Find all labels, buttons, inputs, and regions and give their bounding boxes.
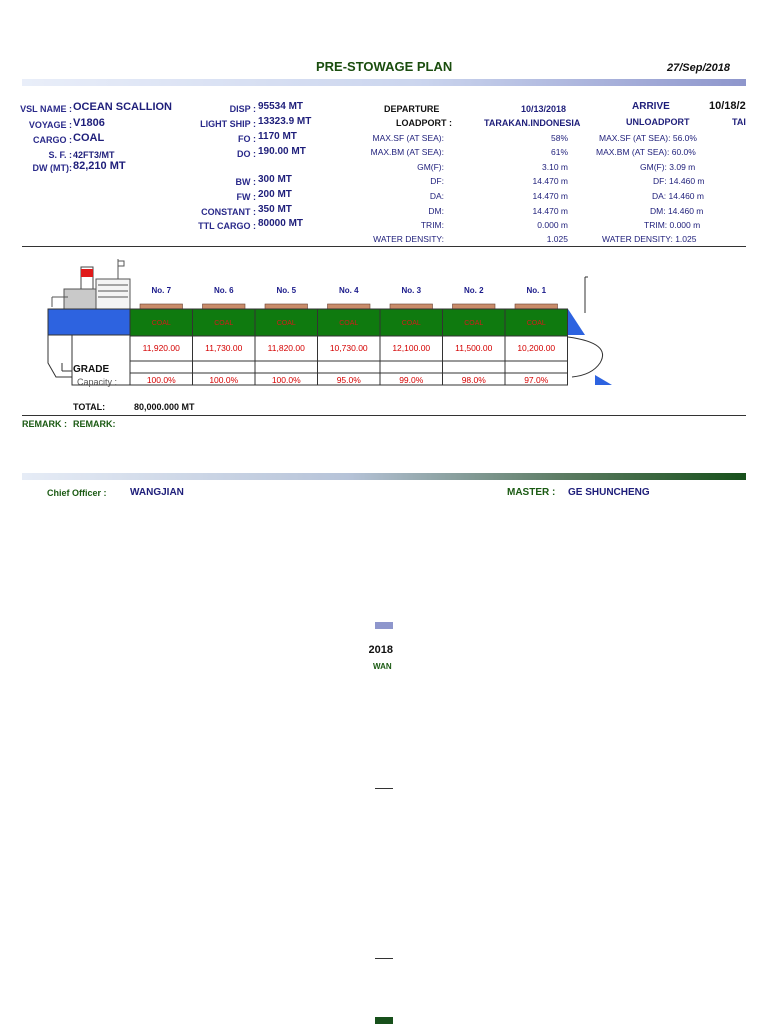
hatch-cover [265, 304, 308, 309]
hold-capacity: 97.0% [524, 375, 549, 385]
departure-row-label: DM: [428, 206, 444, 216]
hold-capacity: 100.0% [209, 375, 239, 385]
arrival-row: MAX.BM (AT SEA): 60.0% [596, 147, 696, 157]
departure-row-value: 58% [550, 133, 568, 143]
departure-row-value: 14.470 m [532, 191, 568, 201]
hold-quantity: 12,100.00 [392, 343, 431, 353]
vessel-field-value: 82,210 MT [73, 160, 126, 172]
departure-row-label: DF: [430, 176, 444, 186]
vessel-field-label: VSL NAME : [20, 104, 72, 114]
departure-row-label: MAX.SF (AT SEA): [372, 133, 444, 143]
hold-cargo: COAL [339, 320, 359, 327]
hold-quantity: 11,920.00 [142, 343, 180, 353]
stray-rule-fragment-1 [375, 788, 393, 789]
hatch-cover [203, 304, 246, 309]
hold-cargo: COAL [464, 320, 484, 327]
vessel-field-value: COAL [73, 132, 105, 144]
hold-capacity: 99.0% [399, 375, 424, 385]
hold-capacity: 100.0% [146, 375, 176, 385]
vessel-field-label: S. F. : [48, 150, 72, 160]
bow-bottom [595, 375, 612, 385]
weight-field-label: DO : [237, 149, 256, 159]
hold-grade-cell [193, 361, 256, 373]
hatch-cover [390, 304, 433, 309]
departure-row-value: 14.470 m [532, 176, 568, 186]
hold-grade-cell [255, 361, 318, 373]
hold-quantity: 10,200.00 [517, 343, 556, 353]
section-divider-remarks [22, 415, 746, 416]
vessel-field-value: OCEAN SCALLION [73, 101, 172, 113]
weight-field-label: TTL CARGO : [198, 221, 256, 231]
departure-date: 10/13/2018 [521, 104, 567, 114]
hold-name: No. 4 [338, 286, 359, 295]
weight-field-value: 300 MT [258, 174, 292, 185]
weight-field-value: 200 MT [258, 189, 292, 200]
departure-row-value: 0.000 m [537, 220, 568, 230]
weight-field-value: 13323.9 MT [258, 116, 312, 127]
bow-bulb [568, 337, 603, 377]
stray-rule-fragment-2 [375, 958, 393, 959]
hold-name: No. 1 [526, 286, 547, 295]
hold-capacity: 98.0% [461, 375, 486, 385]
hold-quantity: 10,730.00 [329, 343, 368, 353]
arrival-row: TRIM: 0.000 m [644, 220, 701, 230]
arrival-row: WATER DENSITY: 1.025 [602, 234, 697, 244]
departure-row-value: 1.025 [546, 234, 568, 244]
arrive-date: 10/18/2 [709, 100, 746, 112]
hatch-cover [140, 304, 183, 309]
vessel-field-label: CARGO : [33, 135, 72, 145]
arrival-row: DM: 14.460 m [650, 206, 704, 216]
departure-row-value: 3.10 m [542, 162, 568, 172]
stray-green-fragment [375, 1017, 393, 1024]
hold-grade-cell [380, 361, 443, 373]
unloadport-value: TAI [732, 117, 746, 127]
departure-row-label: WATER DENSITY: [373, 234, 444, 244]
hatch-cover [453, 304, 496, 309]
hold-cargo: COAL [151, 320, 171, 327]
weight-field-label: LIGHT SHIP : [200, 119, 256, 129]
stern-block [48, 309, 130, 335]
weight-field-value: 95534 MT [258, 101, 304, 112]
hold-name: No. 7 [151, 286, 172, 295]
weight-field-label: FO : [238, 134, 256, 144]
weight-field-value: 1170 MT [258, 131, 297, 142]
remark-value: REMARK: [73, 419, 116, 429]
bridge-deck [64, 289, 98, 309]
weight-field-value: 80000 MT [258, 218, 304, 229]
hatch-cover [328, 304, 371, 309]
departure-heading: DEPARTURE [384, 104, 440, 114]
hold-cargo: COAL [276, 320, 296, 327]
hold-quantity: 11,820.00 [267, 343, 305, 353]
grade-label: GRADE [73, 364, 110, 375]
hatch-cover [515, 304, 558, 309]
hold-name: No. 6 [213, 286, 234, 295]
departure-row-label: MAX.BM (AT SEA): [370, 147, 444, 157]
departure-row-label: DA: [429, 191, 444, 201]
header-divider-band [22, 79, 746, 86]
hold-quantity: 11,500.00 [455, 343, 493, 353]
weight-field-value: 190.00 MT [258, 146, 306, 157]
loadport-value: TARAKAN.INDONESIA [484, 118, 581, 128]
departure-row-value: 61% [550, 147, 568, 157]
hold-grade-cell [130, 361, 193, 373]
total-value: 80,000.000 MT [134, 402, 195, 412]
vessel-field-value: 42FT3/MT [73, 150, 115, 160]
master-label: MASTER : [507, 487, 556, 498]
funnel-band-red [81, 269, 93, 277]
weight-field-label: DISP : [229, 104, 256, 114]
hold-name: No. 2 [463, 286, 484, 295]
ship-diagram [40, 255, 620, 395]
weight-field-label: BW : [235, 177, 256, 187]
capacity-label: Capacity : [77, 377, 118, 387]
chief-officer-name: WANGJIAN [130, 487, 184, 498]
chief-officer-label: Chief Officer : [47, 488, 107, 498]
hold-name: No. 3 [401, 286, 422, 295]
vessel-field-label: DW (MT): [32, 163, 72, 173]
arrival-row: DF: 14.460 m [653, 176, 705, 186]
remark-label: REMARK : [22, 419, 67, 429]
weight-field-label: CONSTANT : [201, 207, 256, 217]
page-title: PRE-STOWAGE PLAN [316, 59, 453, 74]
arrival-row: DA: 14.460 m [652, 191, 704, 201]
hold-cargo: COAL [526, 320, 546, 327]
stray-year-fragment: 2018 [369, 644, 393, 656]
departure-row-label: GM(F): [417, 162, 444, 172]
arrival-row: MAX.SF (AT SEA): 56.0% [599, 133, 697, 143]
stray-port-fragment: WAN [373, 662, 392, 671]
unloadport-label: UNLOADPORT [626, 117, 690, 127]
hold-capacity: 95.0% [336, 375, 361, 385]
departure-row-label: TRIM: [420, 220, 444, 230]
hold-capacity: 100.0% [271, 375, 301, 385]
weight-field-label: FW : [236, 192, 256, 202]
hold-grade-cell [505, 361, 568, 373]
total-label: TOTAL: [73, 402, 106, 412]
hold-quantity: 11,730.00 [205, 343, 243, 353]
hold-grade-cell [443, 361, 506, 373]
bridge-wing [96, 279, 130, 311]
arrival-row: GM(F): 3.09 m [640, 162, 696, 172]
stray-band-fragment [375, 622, 393, 629]
hold-grade-cell [318, 361, 381, 373]
plan-date: 27/Sep/2018 [667, 62, 730, 74]
hold-name: No. 5 [276, 286, 297, 295]
weight-field-value: 350 MT [258, 204, 292, 215]
master-name: GE SHUNCHENG [568, 487, 650, 498]
vessel-field-value: V1806 [73, 117, 105, 129]
arrive-heading: ARRIVE [632, 101, 670, 112]
hold-cargo: COAL [401, 320, 421, 327]
loadport-label: LOADPORT : [396, 118, 452, 128]
bow-top [568, 309, 585, 335]
footer-divider-band [22, 473, 746, 480]
section-divider-top [22, 246, 746, 247]
hold-cargo: COAL [214, 320, 234, 327]
departure-row-value: 14.470 m [532, 206, 568, 216]
vessel-field-label: VOYAGE : [28, 120, 72, 130]
